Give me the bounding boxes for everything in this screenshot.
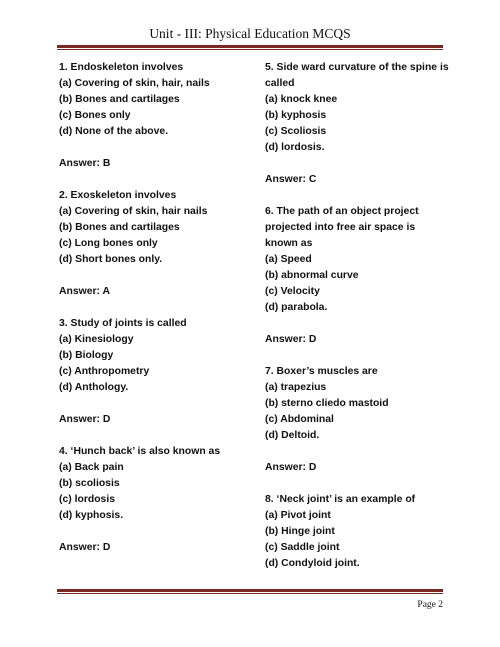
q4-answer: Answer: D [59,542,111,553]
q1-option-a: (a) Covering of skin, hair, nails [59,78,210,89]
question-6-line-1: 6. The path of an object project [265,206,419,217]
header-rule-thick [57,45,443,48]
page-number: Page 2 [417,600,443,610]
q6-option-a: (a) Speed [265,254,312,265]
q3-option-b: (b) Biology [59,350,114,361]
q1-answer: Answer: B [59,158,111,169]
q4-option-d: (d) kyphosis. [59,510,124,521]
footer-rule-thin [57,593,443,594]
q7-option-a: (a) trapezius [265,382,327,393]
question-5-line-2: called [265,78,295,89]
spacer [59,396,254,412]
q7-option-d: (d) Deltoid. [265,430,320,441]
spacer [59,140,254,156]
q7-option-c: (c) Abdominal [265,414,334,425]
question-3: 3. Study of joints is called [59,318,187,329]
q8-option-c: (c) Saddle joint [265,542,340,553]
spacer [59,428,254,444]
q7-option-b: (b) sterno cliedo mastoid [265,398,389,409]
q3-option-a: (a) Kinesiology [59,334,134,345]
q6-option-d: (d) parabola. [265,302,328,313]
question-5-line-1: 5. Side ward curvature of the spine is [265,62,449,73]
q3-option-c: (c) Anthropometry [59,366,150,377]
q2-option-a: (a) Covering of skin, hair nails [59,206,208,217]
spacer [59,524,254,540]
q2-option-b: (b) Bones and cartilages [59,222,180,233]
right-column [265,60,450,572]
q1-option-b: (b) Bones and cartilages [59,94,180,105]
page-title: Unit - III: Physical Education MCQS [149,26,351,41]
q4-option-a: (a) Back pain [59,462,124,473]
q2-answer: Answer: A [59,286,110,297]
q3-answer: Answer: D [59,414,111,425]
q6-option-b: (b) abnormal curve [265,270,359,281]
spacer [59,172,254,188]
spacer [265,316,450,332]
q2-option-d: (d) Short bones only. [59,254,163,265]
left-column [59,60,254,556]
question-6-line-2: projected into free air space is [265,222,416,233]
q6-option-c: (c) Velocity [265,286,320,297]
question-8: 8. ‘Neck joint’ is an example of [265,494,416,505]
spacer [265,444,450,460]
spacer [265,476,450,492]
q1-option-c: (c) Bones only [59,110,131,121]
q6-answer: Answer: D [265,334,317,345]
spacer [265,348,450,364]
spacer [59,300,254,316]
q4-option-b: (b) scoliosis [59,478,120,489]
question-6-line-3: known as [265,238,313,249]
q4-option-c: (c) lordosis [59,494,116,505]
q8-option-a: (a) Pivot joint [265,510,331,521]
q8-option-b: (b) Hinge joint [265,526,335,537]
spacer [265,156,450,172]
q5-option-c: (c) Scoliosis [265,126,327,137]
q8-option-d: (d) Condyloid joint. [265,558,360,569]
spacer [265,188,450,204]
q3-option-d: (d) Anthology. [59,382,129,393]
q5-option-b: (b) kyphosis [265,110,327,121]
q7-answer: Answer: D [265,462,317,473]
footer-rule-thick [57,589,443,592]
question-1: 1. Endoskeleton involves [59,62,184,73]
q1-option-d: (d) None of the above. [59,126,169,137]
question-4: 4. ‘Hunch back’ is also known as [59,446,221,457]
q2-option-c: (c) Long bones only [59,238,158,249]
header-rule-thin [57,49,443,50]
question-7: 7. Boxer’s muscles are [265,366,378,377]
q5-answer: Answer: C [265,174,317,185]
question-2: 2. Exoskeleton involves [59,190,177,201]
q5-option-d: (d) lordosis. [265,142,325,153]
q5-option-a: (a) knock knee [265,94,338,105]
spacer [59,268,254,284]
